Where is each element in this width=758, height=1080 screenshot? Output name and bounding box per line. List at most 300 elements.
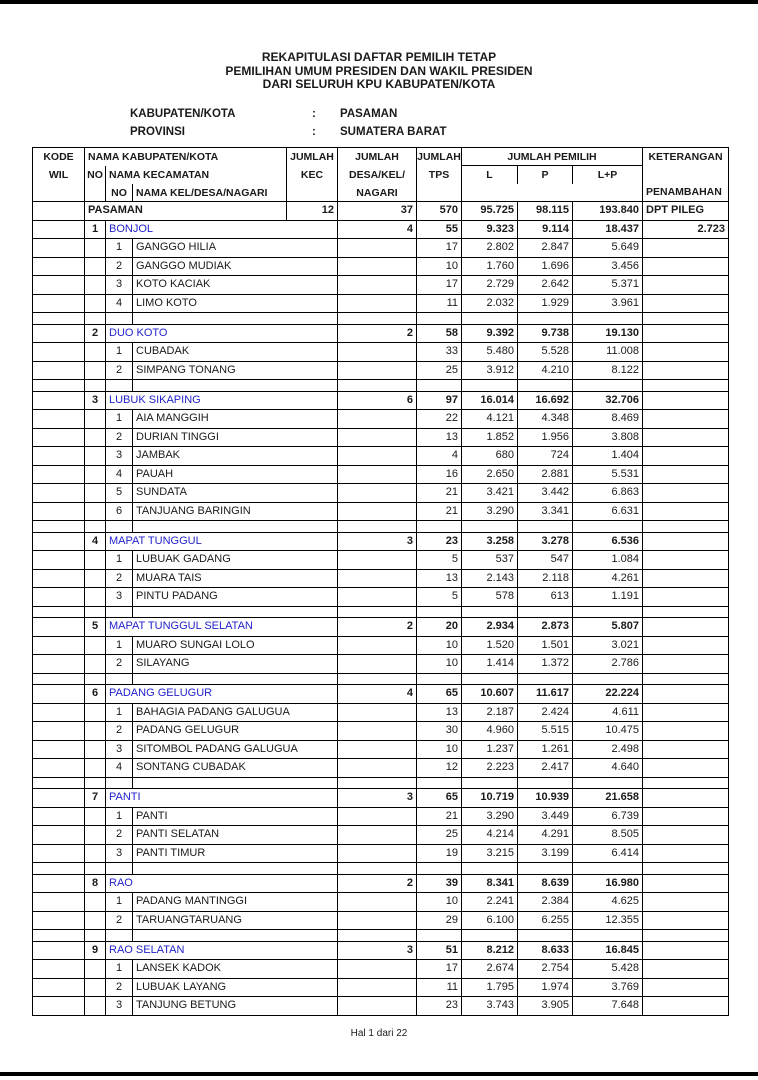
kecamatan-row [33,685,728,704]
cell-empty [338,845,417,863]
header-jumlah-kec [287,148,338,201]
cell-empty [85,484,106,502]
spacer-row [33,930,728,942]
cell-empty [338,759,417,777]
pemilih-l: 95.725 [462,202,518,220]
cell-empty [573,778,643,789]
spacer-row [33,607,728,619]
cell-empty [85,313,106,324]
desa-row [33,655,728,674]
desa-no: 2 [106,362,133,380]
cell-empty [85,410,106,428]
desa-no: 3 [106,276,133,294]
keterangan [643,503,728,521]
cell-kode-wil [33,392,85,410]
pemilih-p: 2.873 [518,618,573,636]
pemilih-p: 4.348 [518,410,573,428]
desa-name: SILAYANG [133,655,338,673]
pemilih-l: 3.290 [462,503,518,521]
cell-empty [417,863,462,874]
pemilih-lp: 18.437 [573,221,643,239]
spacer-row [33,313,728,325]
cell-empty [462,674,518,685]
pemilih-lp: 5.807 [573,618,643,636]
cell-kode-wil [33,960,85,978]
keterangan [643,466,728,484]
cell-empty [338,655,417,673]
keterangan [643,655,728,673]
kecamatan-row [33,533,728,552]
pemilih-p: 8.633 [518,942,573,960]
cell-empty [338,808,417,826]
kecamatan-row [33,325,728,344]
kecamatan-name: PADANG GELUGUR [106,685,338,703]
cell-empty [106,930,133,941]
cell-empty [33,930,85,941]
keterangan [643,570,728,588]
pemilih-p: 4.210 [518,362,573,380]
cell-empty [338,960,417,978]
pemilih-p: 3.449 [518,808,573,826]
cell-empty [338,313,417,324]
pemilih-lp: 5.649 [573,239,643,257]
cell-empty [643,778,728,789]
pemilih-p: 2.847 [518,239,573,257]
pemilih-l: 2.143 [462,570,518,588]
cell-empty [573,380,643,391]
spacer-row [33,380,728,392]
jumlah-tps: 10 [417,741,462,759]
desa-row [33,258,728,277]
cell-empty [33,313,85,324]
jumlah-tps: 11 [417,979,462,997]
cell-empty [85,380,106,391]
cell-empty [338,239,417,257]
cell-kode-wil [33,202,85,220]
cell-empty [518,313,573,324]
keterangan [643,392,728,410]
cell-empty [133,607,338,618]
cell-kode-wil [33,410,85,428]
desa-row [33,503,728,522]
pemilih-p: 547 [518,551,573,569]
spacer-row [33,863,728,875]
header-no-desa: NO [106,184,133,202]
keterangan [643,893,728,911]
desa-name: GANGGO HILIA [133,239,338,257]
jumlah-tps: 570 [417,202,462,220]
pemilih-l: 3.258 [462,533,518,551]
pemilih-p: 2.642 [518,276,573,294]
desa-no: 2 [106,655,133,673]
keterangan [643,258,728,276]
pemilih-lp: 4.640 [573,759,643,777]
cell-empty [85,607,106,618]
cell-empty [643,674,728,685]
pemilih-lp: 2.498 [573,741,643,759]
cell-empty [573,313,643,324]
keterangan [643,325,728,343]
pemilih-l: 1.414 [462,655,518,673]
cell-empty [133,674,338,685]
cell-kode-wil [33,655,85,673]
kecamatan-row [33,875,728,894]
keterangan [643,362,728,380]
cell-empty [338,741,417,759]
jumlah-tps: 29 [417,912,462,930]
cell-empty [338,570,417,588]
pemilih-lp: 3.456 [573,258,643,276]
pemilih-l: 3.290 [462,808,518,826]
jumlah-tps: 20 [417,618,462,636]
cell-empty [33,380,85,391]
jumlah-tps: 97 [417,392,462,410]
pemilih-p: 10.939 [518,789,573,807]
pemilih-lp: 3.769 [573,979,643,997]
keterangan [643,875,728,893]
cell-empty [85,655,106,673]
desa-name: LANSEK KADOK [133,960,338,978]
kecamatan-no: 9 [85,942,106,960]
pemilih-p: 3.199 [518,845,573,863]
header-tps: TPS [428,169,450,181]
jumlah-tps: 33 [417,343,462,361]
cell-empty [338,930,417,941]
cell-empty [85,570,106,588]
header-nagari: NAGARI [356,187,398,199]
desa-no: 2 [106,429,133,447]
cell-kode-wil [33,808,85,826]
pemilih-p: 2.754 [518,960,573,978]
pemilih-p: 2.424 [518,704,573,722]
cell-empty [338,826,417,844]
kecamatan-no: 2 [85,325,106,343]
desa-no: 2 [106,722,133,740]
cell-empty [33,778,85,789]
pemilih-p: 9.738 [518,325,573,343]
pemilih-lp: 5.428 [573,960,643,978]
pemilih-p: 1.929 [518,295,573,313]
title-line-3: DARI SELURUH KPU KABUPATEN/KOTA [262,77,496,91]
keterangan [643,741,728,759]
desa-name: SITOMBOL PADANG GALUGUA [133,741,338,759]
jumlah-tps: 17 [417,239,462,257]
keterangan [643,826,728,844]
kabupaten-meta-row [130,105,446,123]
cell-kode-wil [33,704,85,722]
desa-name: PANTI SELATAN [133,826,338,844]
keterangan [643,484,728,502]
cell-kode-wil [33,484,85,502]
cell-empty [85,741,106,759]
cell-empty [85,588,106,606]
pemilih-p: 2.417 [518,759,573,777]
keterangan [643,533,728,551]
cell-empty [85,704,106,722]
cell-empty [462,778,518,789]
jumlah-desa: 2 [338,875,417,893]
jumlah-tps: 22 [417,410,462,428]
pemilih-l: 2.032 [462,295,518,313]
jumlah-tps: 12 [417,759,462,777]
pemilih-lp: 4.625 [573,893,643,911]
keterangan [643,759,728,777]
pemilih-l: 4.960 [462,722,518,740]
kecamatan-no: 6 [85,685,106,703]
cell-empty [462,863,518,874]
desa-no: 2 [106,570,133,588]
desa-row [33,570,728,589]
cell-empty [462,380,518,391]
desa-name: AIA MANGGIH [133,410,338,428]
cell-empty [133,521,338,532]
cell-empty [462,607,518,618]
header-nama-kabupaten: NAMA KABUPATEN/KOTA [88,151,219,163]
pemilih-l: 578 [462,588,518,606]
desa-name: SIMPANG TONANG [133,362,338,380]
desa-row [33,343,728,362]
cell-empty [643,863,728,874]
pemilih-lp: 6.536 [573,533,643,551]
table-body [33,202,728,1016]
jumlah-tps: 13 [417,570,462,588]
kabupaten-label: KABUPATEN/KOTA [130,108,236,120]
desa-no: 2 [106,912,133,930]
pemilih-lp: 1.084 [573,551,643,569]
cell-empty [338,893,417,911]
pemilih-p: 5.515 [518,722,573,740]
pemilih-lp: 1.191 [573,588,643,606]
pemilih-l: 2.241 [462,893,518,911]
pemilih-lp: 8.122 [573,362,643,380]
jumlah-tps: 39 [417,875,462,893]
desa-no: 2 [106,979,133,997]
pemilih-l: 3.912 [462,362,518,380]
pemilih-lp: 6.739 [573,808,643,826]
desa-name: BAHAGIA PADANG GALUGUA [133,704,338,722]
desa-row [33,722,728,741]
pemilih-lp: 11.008 [573,343,643,361]
spacer-row [33,521,728,533]
cell-kode-wil [33,221,85,239]
pemilih-l: 4.121 [462,410,518,428]
cell-empty [85,343,106,361]
cell-kode-wil [33,362,85,380]
cell-empty [643,380,728,391]
cell-kode-wil [33,789,85,807]
cell-empty [133,380,338,391]
cell-empty [85,997,106,1015]
keterangan [643,845,728,863]
desa-name: KOTO KACIAK [133,276,338,294]
cell-empty [338,521,417,532]
pemilih-l: 10.607 [462,685,518,703]
pemilih-l: 3.421 [462,484,518,502]
keterangan [643,942,728,960]
cell-kode-wil [33,503,85,521]
pemilih-p: 724 [518,447,573,465]
cell-kode-wil [33,466,85,484]
cell-empty [85,503,106,521]
cell-empty [338,295,417,313]
header-jumlah-pemilih-group [462,148,643,201]
header-jumlah: JUMLAH [417,151,461,163]
desa-name: PADANG GELUGUR [133,722,338,740]
keterangan [643,343,728,361]
desa-row [33,979,728,998]
cell-kode-wil [33,637,85,655]
desa-no: 1 [106,637,133,655]
jumlah-desa: 6 [338,392,417,410]
cell-empty [85,930,106,941]
keterangan [643,447,728,465]
header-nama-kecamatan: NAMA KECAMATAN [109,169,210,181]
desa-name: GANGGO MUDIAK [133,258,338,276]
cell-empty [338,466,417,484]
cell-empty [85,447,106,465]
desa-name: PAUAH [133,466,338,484]
kecamatan-name: RAO SELATAN [106,942,338,960]
cell-empty [643,930,728,941]
kecamatan-no: 4 [85,533,106,551]
kabupaten-name: PASAMAN [85,202,287,220]
cell-empty [33,521,85,532]
jumlah-tps: 17 [417,960,462,978]
desa-name: LUBUAK LAYANG [133,979,338,997]
cell-kode-wil [33,447,85,465]
desa-no: 1 [106,960,133,978]
cell-empty [417,930,462,941]
jumlah-tps: 10 [417,637,462,655]
jumlah-tps: 21 [417,808,462,826]
desa-no: 3 [106,997,133,1015]
cell-empty [417,607,462,618]
cell-empty [133,313,338,324]
cell-kode-wil [33,979,85,997]
pemilih-lp: 5.531 [573,466,643,484]
desa-row [33,759,728,778]
cell-empty [338,997,417,1015]
title-line-2: PEMILIHAN UMUM PRESIDEN DAN WAKIL PRESIDEN [225,63,533,78]
pemilih-lp: 8.505 [573,826,643,844]
pemilih-l: 2.674 [462,960,518,978]
desa-no: 3 [106,845,133,863]
jumlah-tps: 11 [417,295,462,313]
kecamatan-row [33,618,728,637]
pemilih-l: 3.743 [462,997,518,1015]
cell-kode-wil [33,741,85,759]
cell-empty [338,778,417,789]
desa-no: 4 [106,759,133,777]
cell-empty [85,778,106,789]
header-col-l: L [462,166,518,184]
keterangan [643,789,728,807]
kecamatan-no: 5 [85,618,106,636]
keterangan [643,618,728,636]
pemilih-l: 1.520 [462,637,518,655]
kecamatan-name: RAO [106,875,338,893]
kecamatan-name: PANTI [106,789,338,807]
desa-row [33,551,728,570]
cell-empty [573,674,643,685]
desa-row [33,637,728,656]
header-jumlah: JUMLAH [355,151,399,163]
cell-kode-wil [33,845,85,863]
header-nama-group [85,148,287,201]
cell-empty [85,893,106,911]
jumlah-desa: 2 [338,618,417,636]
pemilih-lp: 16.845 [573,942,643,960]
keterangan [643,722,728,740]
desa-name: JAMBAK [133,447,338,465]
jumlah-tps: 5 [417,551,462,569]
pemilih-l: 1.852 [462,429,518,447]
title-line-1: REKAPITULASI DAFTAR PEMILIH TETAP [261,50,497,64]
pemilih-l: 2.650 [462,466,518,484]
pemilih-l: 1.795 [462,979,518,997]
jumlah-tps: 23 [417,997,462,1015]
desa-name: CUBADAK [133,343,338,361]
pemilih-l: 2.729 [462,276,518,294]
desa-row [33,410,728,429]
jumlah-kec: 12 [287,202,338,220]
desa-row [33,893,728,912]
header-kode: KODE [43,151,74,163]
cell-empty [338,637,417,655]
cell-empty [85,521,106,532]
jumlah-tps: 10 [417,655,462,673]
cell-empty [518,521,573,532]
jumlah-tps: 5 [417,588,462,606]
cell-empty [85,276,106,294]
pemilih-p: 3.442 [518,484,573,502]
jumlah-tps: 25 [417,362,462,380]
jumlah-tps: 16 [417,466,462,484]
cell-kode-wil [33,588,85,606]
header-no-kecamatan: NO [85,166,106,184]
kecamatan-no: 3 [85,392,106,410]
jumlah-tps: 25 [417,826,462,844]
cell-kode-wil [33,325,85,343]
pemilih-lp: 6.631 [573,503,643,521]
jumlah-desa: 3 [338,942,417,960]
pemilih-lp: 16.980 [573,875,643,893]
desa-no: 5 [106,484,133,502]
cell-empty [518,863,573,874]
cell-empty [33,674,85,685]
pemilih-p: 4.291 [518,826,573,844]
header-desa-kel: DESA/KEL/ [348,169,405,181]
desa-row [33,239,728,258]
desa-row [33,741,728,760]
kecamatan-no: 1 [85,221,106,239]
colon: : [312,126,316,138]
pemilih-l: 10.719 [462,789,518,807]
cell-empty [338,484,417,502]
cell-kode-wil [33,429,85,447]
header-jumlah-desa [338,148,417,201]
cell-kode-wil [33,295,85,313]
pemilih-l: 8.341 [462,875,518,893]
pemilih-l: 4.214 [462,826,518,844]
cell-empty [518,607,573,618]
provinsi-meta-row [130,123,446,141]
pemilih-l: 1.237 [462,741,518,759]
jumlah-tps: 21 [417,503,462,521]
desa-name: SUNDATA [133,484,338,502]
pemilih-l: 9.323 [462,221,518,239]
cell-empty [417,674,462,685]
